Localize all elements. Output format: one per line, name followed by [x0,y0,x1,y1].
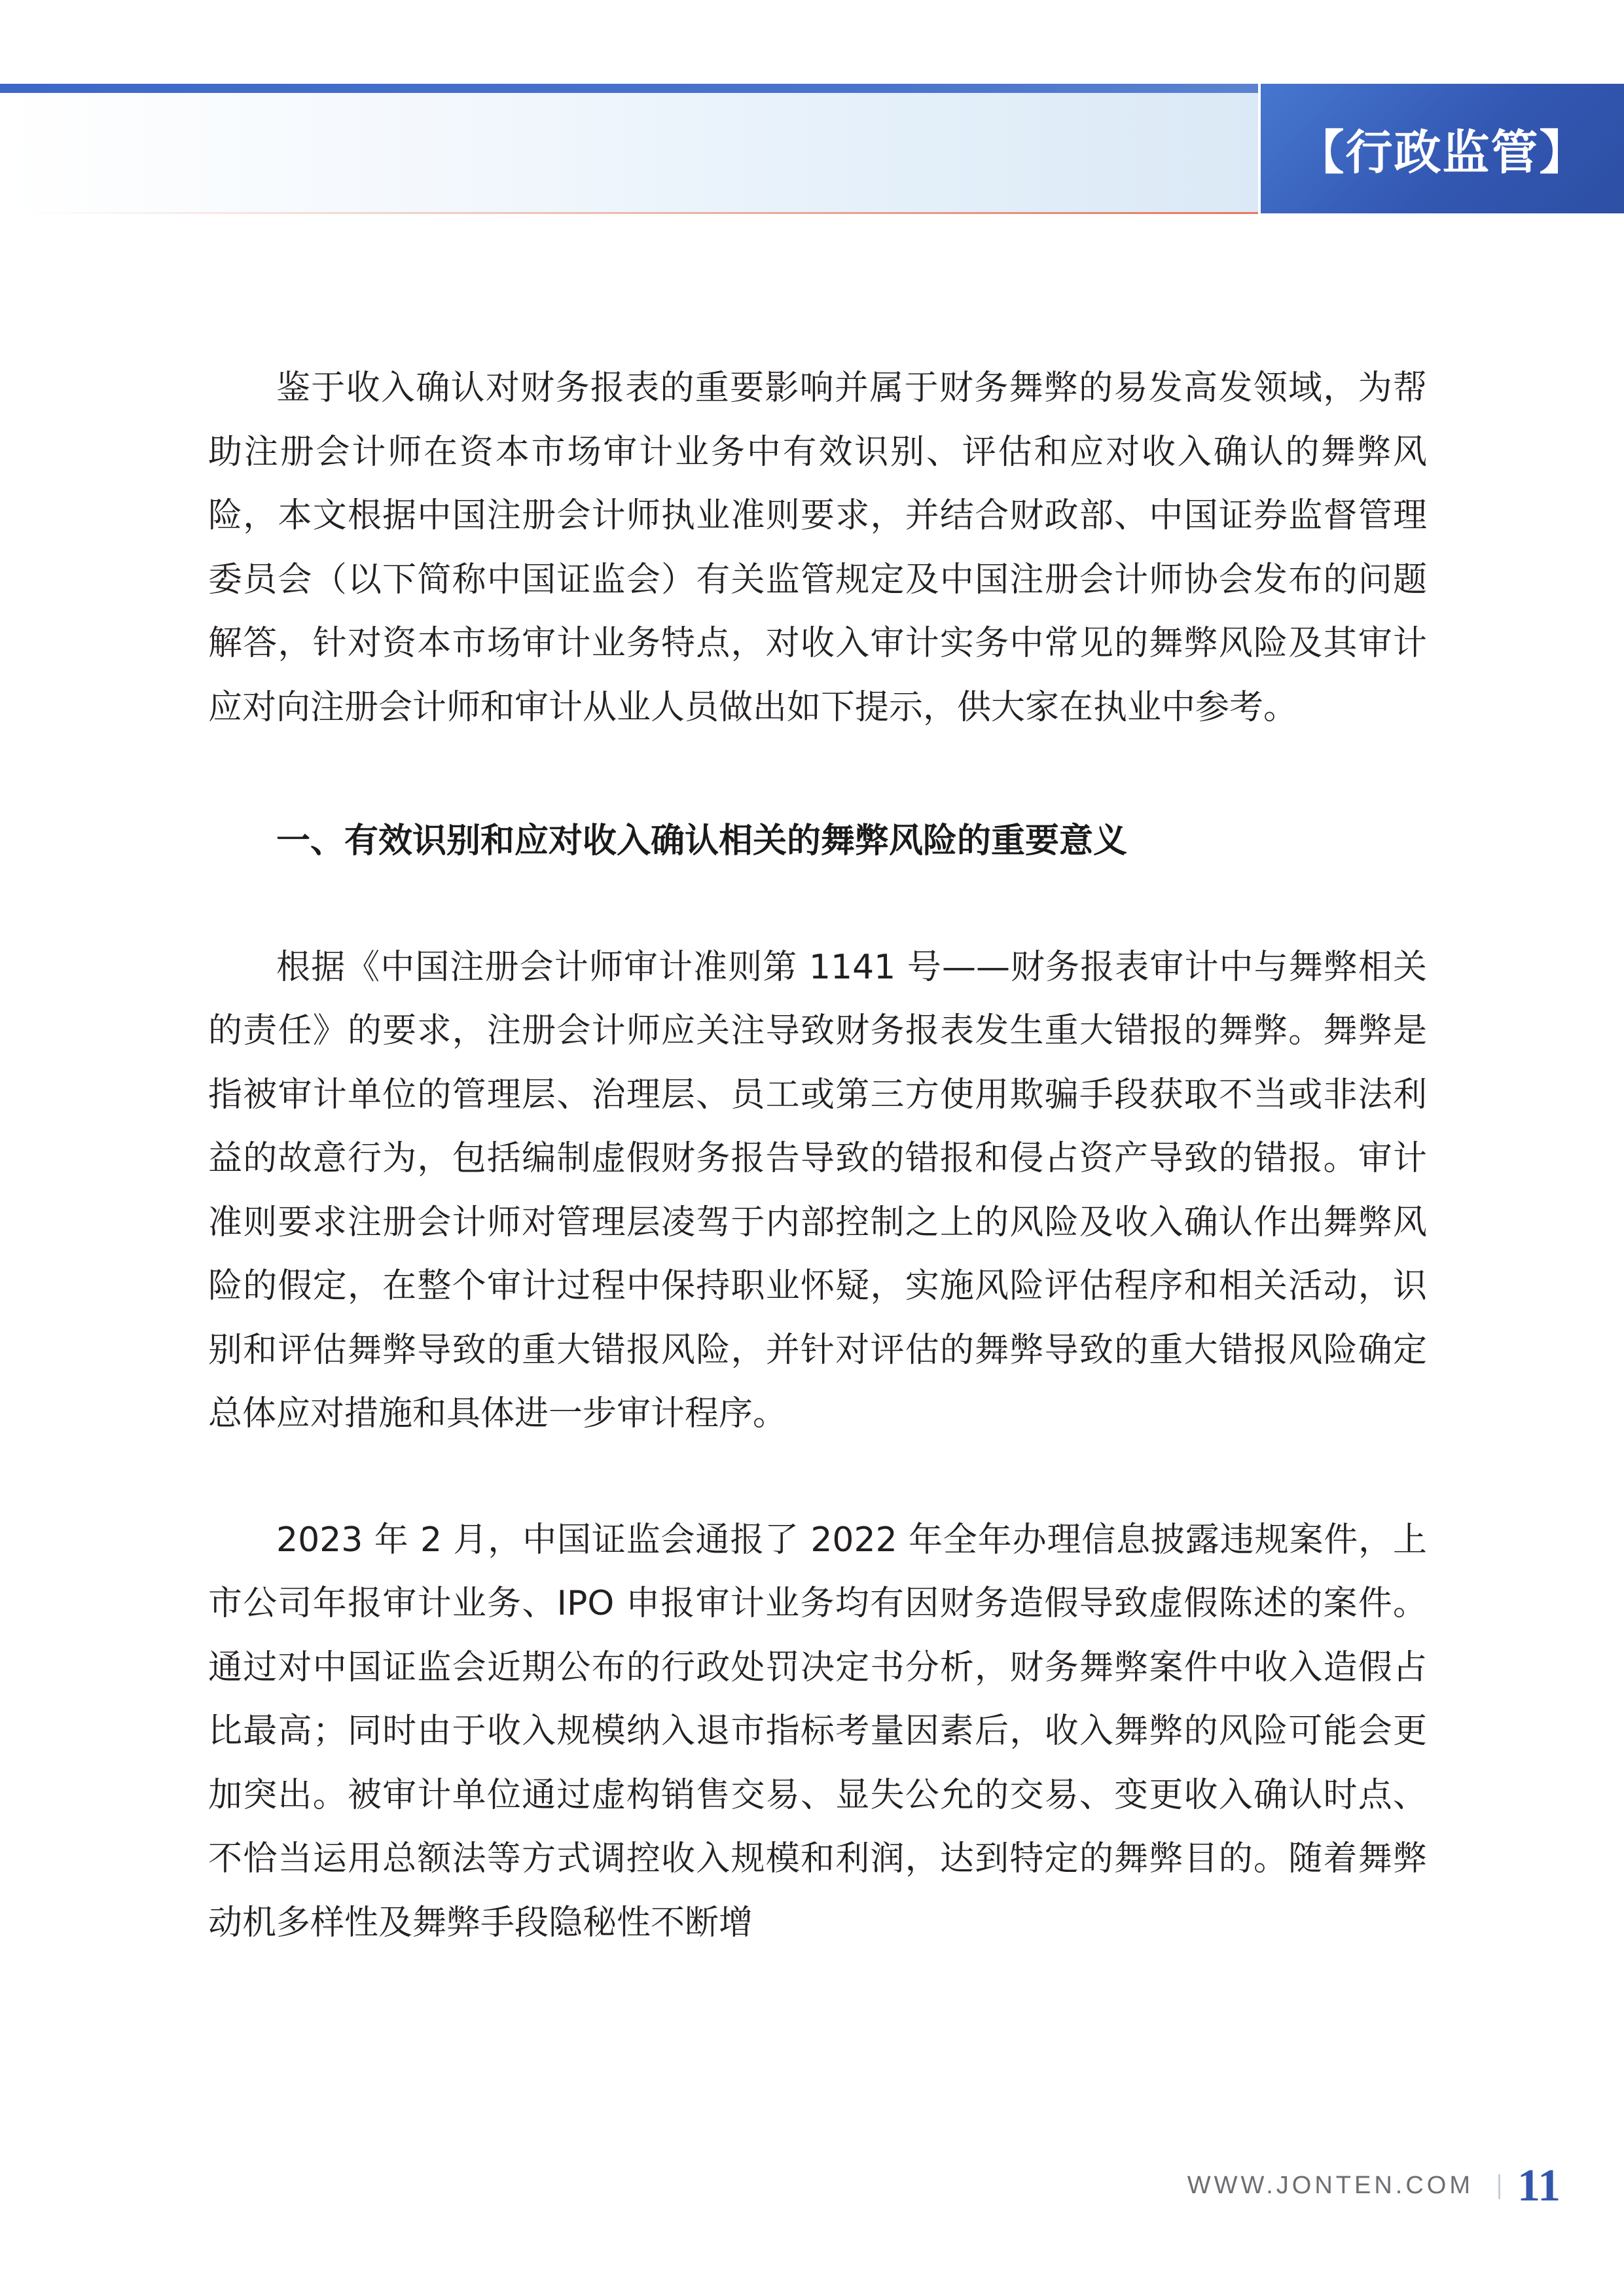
header-top-line [0,84,1258,93]
footer-website: WWW.JONTEN.COM [1187,2172,1473,2199]
article-body [208,357,1427,1955]
section-paragraph-1: 根据《中国注册会计师审计准则第 1141 号——财务报表审计中与舞弊相关的责任》的要求，注册会计师应关注导致财务报表发生重大错报的舞弊。舞弊是指被审计单位的管理层、治理层、员工或第三方使用欺骗手段获取不当或非法利益的故意行为，包括编制虚假财务报告导致的错报和侵占资产导致的错报。审计准则要求注册会计师对管理层凌驾于内部控制之上的风险及收入确认作出舞弊风险的假定，在整个审计过程中保持职业怀疑，实施风险评估程序和相关活动，识别和评估舞弊导致的重大错报风险，并针对评估的舞弊导致的重大错报风险确定总体应对措施和具体进一步审计程序。 [208,947,1427,1433]
footer-divider [1498,2174,1500,2199]
section-heading: 一、有效识别和应对收入确认相关的舞弊风险的重要意义 [276,821,1128,861]
section-paragraph-2: 2023 年 2 月，中国证监会通报了 2022 年全年办理信息披露违规案件，上市公司年报审计业务、IPO 申报审计业务均有因财务造假导致虚假陈述的案件。通过对中国证监会近期公布的行政处罚决定书分析，财务舞弊案件中收入造假占比最高；同时由于收入规模纳入退市指标考量因素后，收入舞弊的风险可能会更加突出。被审计单位通过虚构销售交易、显失公允的交易、变更收入确认时点、不恰当运用总额法等方式调控收入规模和利润，达到特定的舞弊目的。随着舞弊动机多样性及舞弊手段隐秘性不断增 [208,1520,1427,1943]
page-number: 11 [1517,2161,1561,2211]
section-tag [1261,84,1624,213]
header-band [0,93,1258,213]
section-tag-label: 【行政监管】 [1297,124,1588,180]
header-accent-line [26,212,1258,214]
intro-paragraph: 鉴于收入确认对财务报表的重要影响并属于财务舞弊的易发高发领域，为帮助注册会计师在资本市场审计业务中有效识别、评估和应对收入确认的舞弊风险，本文根据中国注册会计师执业准则要求，并结合财政部、中国证券监督管理委员会（以下简称中国证监会）有关监管规定及中国注册会计师协会发布的问题解答，针对资本市场审计业务特点，对收入审计实务中常见的舞弊风险及其审计应对向注册会计师和审计从业人员做出如下提示，供大家在执业中参考。 [208,368,1427,727]
